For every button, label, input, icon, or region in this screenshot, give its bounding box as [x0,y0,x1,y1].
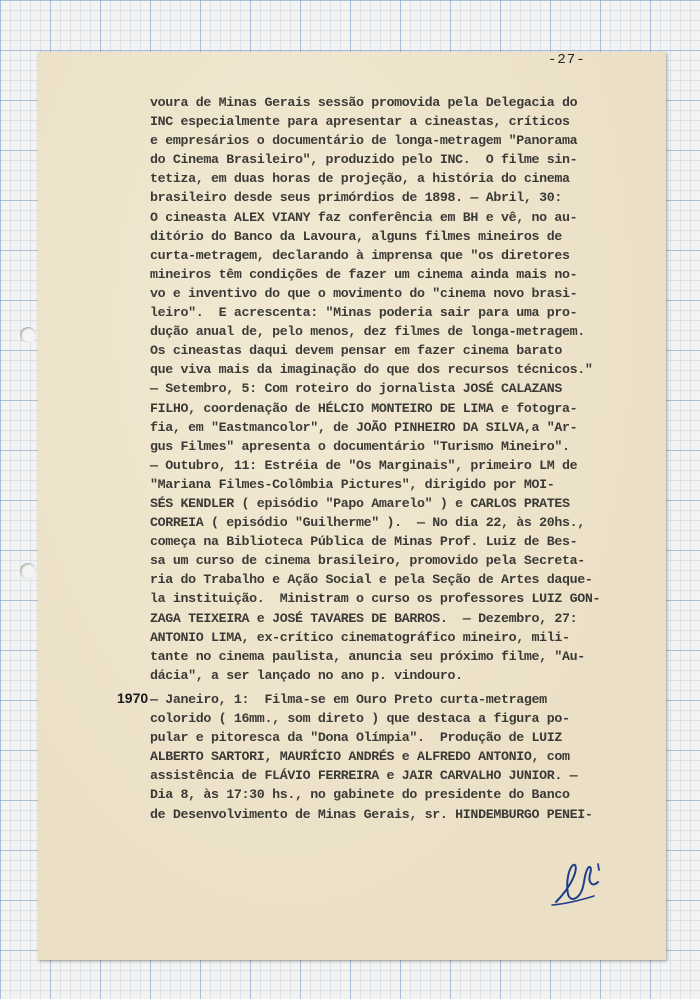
text-line: curta-metragem, declarando à imprensa que "os diretores [150,247,570,263]
text-line: brasileiro desde seus primórdios de 1898. — Abril, 30: [150,190,562,206]
text-line: ZAGA TEIXEIRA e JOSÉ TAVARES DE BARROS. — Dezembro, 27: [150,610,578,626]
text-line: ANTONIO LIMA, ex-crítico cinematográfico mineiro, mili- [150,629,570,645]
text-line: — Outubro, 11: Estréia de "Os Marginais", primeiro LM de [150,457,578,473]
page-number: -27- [548,52,586,68]
text-line: começa na Biblioteca Pública de Minas Prof. Luiz de Bes- [150,534,578,550]
text-line: "Mariana Filmes-Colômbia Pictures", dirigido por MOI- [150,476,555,492]
text-line: vo e inventivo do que o movimento do "cinema novo brasi- [150,285,578,301]
text-line: CORREIA ( episódio "Guilherme" ). — No dia 22, às 20hs., [150,515,585,531]
text-line: assistência de FLÁVIO FERREIRA e JAIR CARVALHO JUNIOR. — [150,768,578,784]
text-line: — Setembro, 5: Com roteiro do jornalista JOSÉ CALAZANS [150,381,562,397]
text-line: ria do Trabalho e Ação Social e pela Seção de Artes daque- [150,572,593,588]
text-line: Os cineastas daqui devem pensar em fazer cinema barato [150,343,562,359]
text-line: — Janeiro, 1: Filma-se em Ouro Preto curta-metragem [150,692,547,707]
text-line: dácia", a ser lançado no ano p. vindouro. [150,667,463,683]
text-line: pular e pitoresca da "Dona Olímpia". Produção de LUIZ [150,730,562,746]
punch-hole [20,327,36,343]
text-line: la instituição. Ministram o curso os professores LUIZ GON- [150,591,601,607]
year-label: 1970 [117,690,149,706]
text-line: dução anual de, pelo menos, dez filmes de longa-metragem. [150,324,585,340]
text-line: voura de Minas Gerais sessão promovida pela Delegacia do [150,95,578,110]
punch-hole [20,563,36,579]
text-line: colorido ( 16mm., som direto ) que destaca a figura po- [150,711,570,727]
text-line: O cineasta ALEX VIANY faz conferência em BH e vê, no au- [150,209,578,225]
text-line: fia, em "Eastmancolor", de JOÃO PINHEIRO DA SILVA,a "Ar- [150,419,578,435]
text-line: FILHO, coordenação de HÉLCIO MONTEIRO DE LIMA e fotogra- [150,400,578,416]
text-line: e empresários o documentário de longa-metragem "Panorama [150,133,578,149]
text-line: que viva mais da imaginação do que dos recursos técnicos." [150,362,593,378]
text-line: SÉS KENDLER ( episódio "Papo Amarelo" ) e CARLOS PRATES [150,495,570,511]
text-line: leiro". E acrescenta: "Minas poderia sair para uma pro- [150,305,578,321]
text-line: ALBERTO SARTORI, MAURÍCIO ANDRÉS e ALFREDO ANTONIO, com [150,749,570,765]
text-line: de Desenvolvimento de Minas Gerais, sr. HINDEMBURGO PENEI- [150,806,593,822]
text-line: Dia 8, às 17:30 hs., no gabinete do presidente do Banco [150,787,570,803]
typed-text-block [150,93,600,685]
text-line: tante no cinema paulista, anuncia seu próximo filme, "Au- [150,648,585,664]
text-line: INC especialmente para apresentar a cineastas, críticos [150,114,570,130]
text-line: mineiros têm condições de fazer um cinema ainda mais no- [150,266,578,282]
text-line: gus Filmes" apresenta o documentário "Turismo Mineiro". [150,438,570,454]
text-line: tetiza, em duas horas de projeção, a história do cinema [150,171,570,187]
text-line: do Cinema Brasileiro", produzido pelo INC. O filme sin- [150,152,578,168]
typed-text-block-1970 [150,690,593,824]
text-line: ditório do Banco da Lavoura, alguns filmes mineiros de [150,228,562,244]
text-line: sa um curso de cinema brasileiro, promovido pela Secreta- [150,553,585,569]
signature-icon [548,852,608,907]
